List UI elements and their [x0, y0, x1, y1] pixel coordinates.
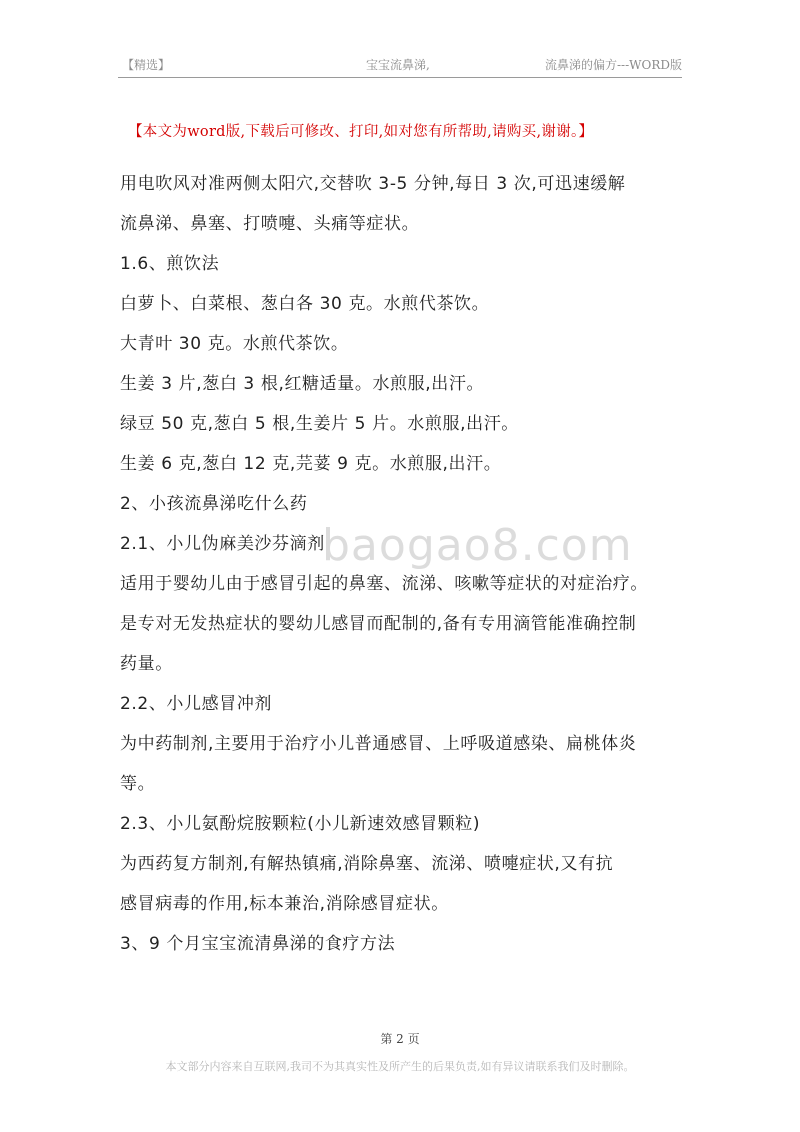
paragraph-line: 生姜 3 片,葱白 3 根,红糖适量。水煎服,出汗。	[120, 374, 485, 394]
page-header	[118, 56, 682, 76]
header-right-label: 流鼻涕的偏方---WORD版	[545, 58, 682, 72]
header-left-label: 【精选】	[122, 58, 171, 72]
paragraph-line: 白萝卜、白菜根、葱白各 30 克。水煎代茶饮。	[120, 294, 490, 314]
paragraph-line: 感冒病毒的作用,标本兼治,消除感冒症状。	[120, 894, 449, 914]
section-heading: 2、小孩流鼻涕吃什么药	[120, 494, 308, 514]
page-number: 第 2 页	[380, 1032, 420, 1046]
header-middle-label: 宝宝流鼻涕,	[366, 58, 430, 72]
paragraph-line: 为西药复方制剂,有解热镇痛,消除鼻塞、流涕、喷嚏症状,又有抗	[120, 854, 614, 874]
paragraph-line: 为中药制剂,主要用于治疗小儿普通感冒、上呼吸道感染、扁桃体炎	[120, 734, 637, 754]
paragraph-line: 是专对无发热症状的婴幼儿感冒而配制的,备有专用滴管能准确控制	[120, 614, 637, 634]
header-divider	[118, 77, 682, 78]
paragraph-line: 药量。	[120, 654, 173, 674]
page-footer-disclaimer: 本文部分内容来自互联网,我司不为其真实性及所产生的后果负责,如有异议请联系我们及时删除。	[165, 1060, 635, 1073]
body-text	[120, 164, 690, 964]
paragraph-line: 生姜 6 克,葱白 12 克,芫荽 9 克。水煎服,出汗。	[120, 454, 502, 474]
paragraph-line: 等。	[120, 774, 156, 794]
section-heading: 2.1、小儿伪麻美沙芬滴剂	[120, 534, 325, 554]
paragraph-line: 绿豆 50 克,葱白 5 根,生姜片 5 片。水煎服,出汗。	[120, 414, 519, 434]
download-notice: 【本文为word版,下载后可修改、打印,如对您有所帮助,请购买,谢谢。】	[128, 124, 594, 140]
section-heading: 1.6、煎饮法	[120, 254, 220, 274]
paragraph-line: 大青叶 30 克。水煎代茶饮。	[120, 334, 349, 354]
section-heading: 3、9 个月宝宝流清鼻涕的食疗方法	[120, 934, 396, 954]
paragraph-line: 流鼻涕、鼻塞、打喷嚏、头痛等症状。	[120, 214, 420, 234]
paragraph-line: 适用于婴幼儿由于感冒引起的鼻塞、流涕、咳嗽等症状的对症治疗。	[120, 574, 648, 594]
section-heading: 2.3、小儿氨酚烷胺颗粒(小儿新速效感冒颗粒)	[120, 814, 481, 834]
watermark: baogao8.com	[322, 520, 633, 571]
paragraph-line: 用电吹风对准两侧太阳穴,交替吹 3-5 分钟,每日 3 次,可迅速缓解	[120, 174, 626, 194]
section-heading: 2.2、小儿感冒冲剂	[120, 694, 273, 714]
